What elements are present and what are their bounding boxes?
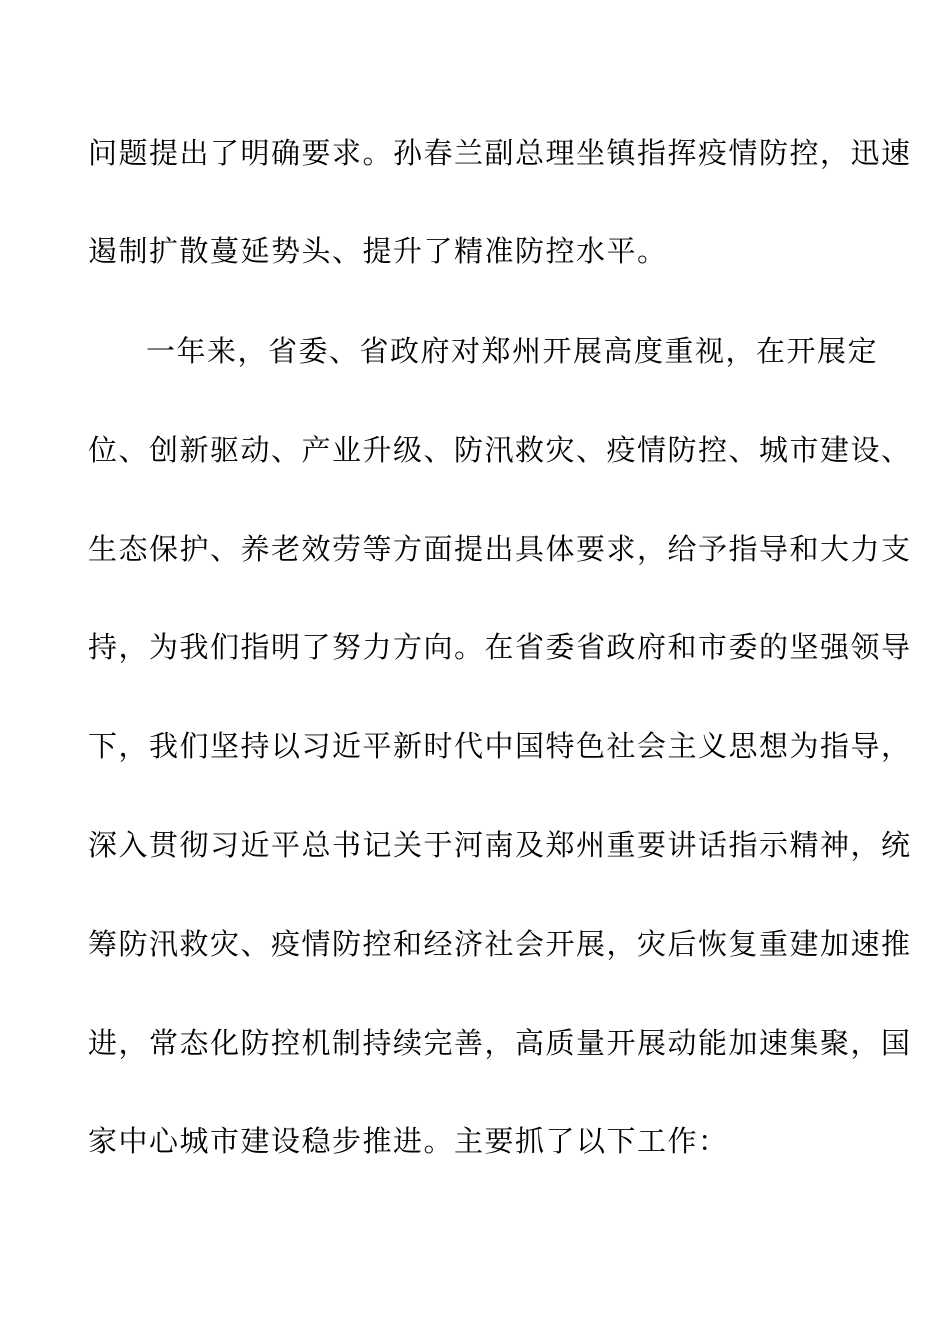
text-line: 生态保护、养老效劳等方面提出具体要求，给予指导和大力支 <box>88 532 912 566</box>
text-line: 问题提出了明确要求。孙春兰副总理坐镇指挥疫情防控，迅速 <box>88 136 912 170</box>
paragraph-first-line: 一年来，省委、省政府对郑州开展高度重视，在开展定 <box>146 334 879 368</box>
text-line: 持，为我们指明了努力方向。在省委省政府和市委的坚强领导 <box>88 630 912 664</box>
text-line: 位、创新驱动、产业升级、防汛救灾、疫情防控、城市建设、 <box>88 433 912 467</box>
text-line: 下，我们坚持以习近平新时代中国特色社会主义思想为指导， <box>88 729 912 763</box>
text-line: 深入贯彻习近平总书记关于河南及郑州重要讲话指示精神，统 <box>88 828 912 862</box>
text-line: 遏制扩散蔓延势头、提升了精准防控水平。 <box>88 234 668 268</box>
text-line: 家中心城市建设稳步推进。主要抓了以下工作： <box>88 1124 729 1158</box>
text-line: 筹防汛救灾、疫情防控和经济社会开展，灾后恢复重建加速推 <box>88 927 912 961</box>
text-line: 进，常态化防控机制持续完善，高质量开展动能加速集聚，国 <box>88 1026 912 1060</box>
